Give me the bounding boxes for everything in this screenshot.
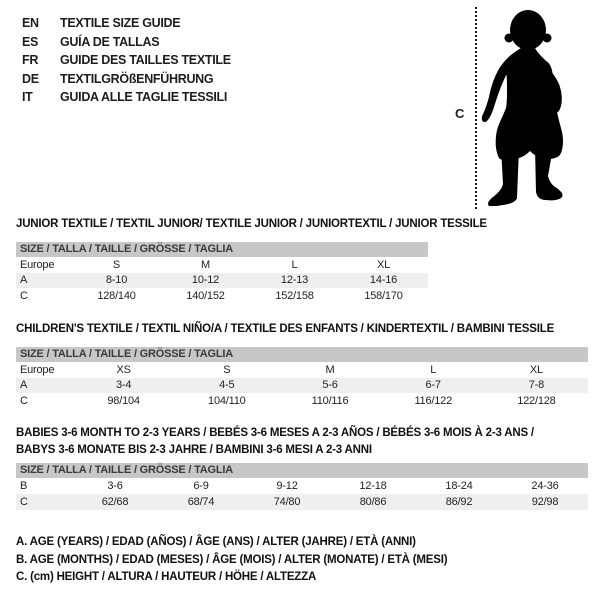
cell: 5-6 [322, 379, 338, 391]
cell: 104/110 [208, 395, 246, 407]
table-row-age [16, 273, 428, 288]
language-code: DE [22, 71, 39, 86]
cell: 18-24 [445, 480, 473, 492]
table-row-height [16, 288, 428, 304]
section-title-children [16, 321, 554, 338]
row-label: A [20, 379, 28, 391]
row-label: C [20, 290, 28, 302]
section-title-line: JUNIOR TEXTILE / TEXTIL JUNIOR/ TEXTILE JUNIOR / JUNIORTEXTIL / JUNIOR TESSILE [16, 218, 487, 230]
cell: 8-10 [105, 274, 128, 286]
junior-size-table [16, 242, 428, 304]
row-label: B [20, 480, 28, 492]
note-age-months: B. AGE (MONTHS) / EDAD (MESES) / ÂGE (MOIS) / ALTER (MONATE) / ETÀ (MESI) [16, 553, 448, 566]
cell: 3-6 [107, 480, 123, 492]
cell: XS [116, 364, 131, 376]
table-size-header: SIZE / TALLA / TAILLE / GRÖSSE / TAGLIA [16, 463, 588, 478]
cell: 10-12 [191, 274, 220, 286]
language-title: TEXTILE SIZE GUIDE [60, 16, 181, 30]
height-measure-dotted-line [475, 7, 477, 209]
cell: 62/68 [101, 496, 129, 508]
cell: L [430, 364, 437, 376]
height-measure-label: C [455, 106, 465, 121]
language-title: TEXTILGRÖßENFÜHRUNG [60, 71, 214, 86]
language-title: GUIDE DES TAILLES TEXTILE [60, 53, 231, 68]
cell: 122/128 [517, 395, 556, 407]
section-title-babies [16, 425, 534, 458]
language-title: GUÍA DE TALLAS [60, 34, 160, 49]
section-title-line: BABYS 3-6 MONATE BIS 2-3 JAHRE / BAMBINI 3-6 MESI A 2-3 ANNI [16, 443, 372, 456]
cell: 128/140 [97, 290, 136, 302]
language-row [22, 88, 231, 107]
language-row [22, 70, 231, 89]
cell: 152/158 [275, 290, 314, 302]
section-title-junior [16, 216, 487, 233]
cell: 12-18 [359, 480, 387, 492]
table-row-age [16, 378, 588, 393]
language-title-list [22, 14, 231, 107]
legend-notes [16, 534, 447, 587]
language-row [22, 14, 231, 33]
note-height-cm: C. (cm) HEIGHT / ALTURA / HAUTEUR / HÖHE / ALTEZZA [16, 571, 317, 584]
table-size-header: SIZE / TALLA / TAILLE / GRÖSSE / TAGLIA [16, 242, 428, 257]
cell: M [201, 259, 210, 271]
toddler-silhouette [480, 8, 570, 206]
cell: S [112, 259, 121, 271]
table-row-europe [16, 257, 428, 273]
cell: 158/170 [364, 290, 403, 302]
language-title: GUIDA ALLE TAGLIE TESSILI [60, 90, 228, 105]
cell: 116/122 [414, 395, 452, 407]
section-title-line: BABIES 3-6 MONTH TO 2-3 YEARS / BEBÉS 3-6 MESES A 2-3 AÑOS / BÉBÉS 3-6 MOIS À 2-3 ANS / [16, 427, 534, 439]
language-row [22, 33, 231, 52]
cell: XL [376, 259, 391, 271]
cell: 4-5 [219, 379, 235, 391]
cell: 9-12 [276, 480, 298, 492]
note-age-years: A. AGE (YEARS) / EDAD (AÑOS) / ÂGE (ANS) / ALTER (JAHRE) / ETÀ (ANNI) [16, 536, 416, 548]
cell: S [223, 364, 231, 376]
table-row-europe [16, 362, 588, 378]
babies-size-table [16, 463, 588, 510]
cell: L [291, 259, 298, 271]
children-size-table [16, 347, 588, 409]
cell: 6-9 [193, 480, 209, 492]
row-label: Europe [20, 364, 55, 376]
table-row-months [16, 478, 588, 494]
cell: 74/80 [273, 496, 301, 508]
cell: 3-4 [115, 379, 132, 391]
cell: 86/92 [445, 496, 473, 508]
cell: 7-8 [528, 379, 545, 391]
language-code: FR [22, 53, 39, 68]
cell: 12-13 [280, 274, 309, 286]
cell: 6-7 [425, 379, 441, 391]
section-title-line: CHILDREN'S TEXTILE / TEXTIL NIÑO/A / TEXTILE DES ENFANTS / KINDERTEXTIL / BAMBINI TESSILE [16, 323, 555, 335]
cell: 92/98 [531, 496, 559, 508]
cell: 140/152 [186, 290, 225, 302]
cell: 14-16 [369, 274, 398, 286]
language-code: EN [22, 16, 39, 30]
cell: XL [529, 364, 543, 376]
cell: 68/74 [187, 496, 215, 508]
language-code: ES [22, 34, 39, 49]
table-size-header: SIZE / TALLA / TAILLE / GRÖSSE / TAGLIA [16, 347, 588, 362]
table-row-height [16, 494, 588, 510]
row-label: A [20, 274, 28, 286]
cell: 24-36 [531, 480, 559, 492]
row-label: C [20, 496, 28, 508]
cell: 110/116 [311, 395, 349, 407]
language-row [22, 51, 231, 70]
language-code: IT [22, 90, 33, 105]
cell: 80/86 [359, 496, 387, 508]
row-label: Europe [20, 259, 55, 271]
row-label: C [20, 395, 28, 407]
cell: M [325, 364, 335, 376]
table-row-height [16, 393, 588, 409]
cell: 98/104 [107, 395, 140, 407]
